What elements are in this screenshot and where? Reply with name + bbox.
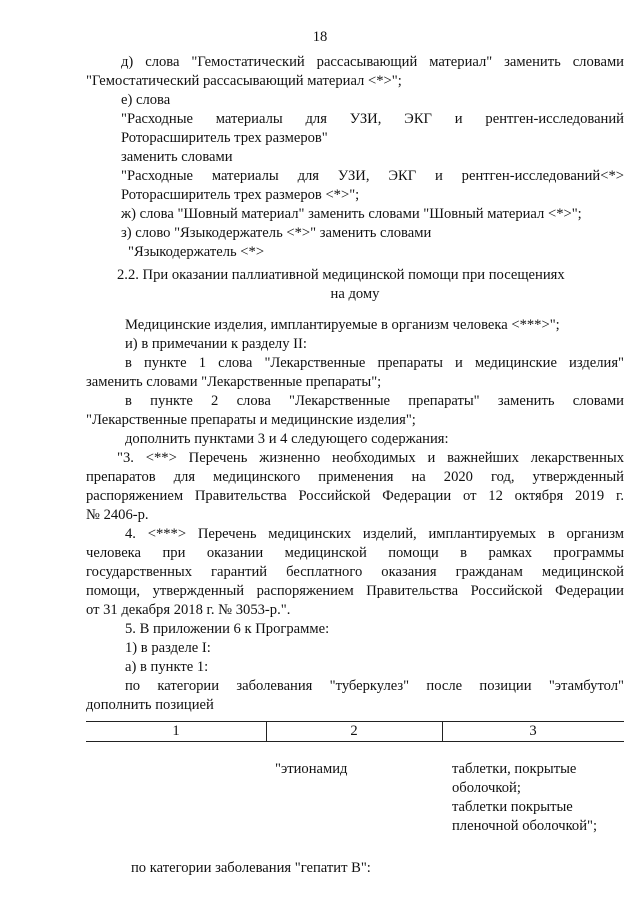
text-line: "3. <**> Перечень жизненно необходимых и важнейших лекарственных (117, 450, 624, 466)
table-drug-name: "этионамид (275, 761, 348, 777)
text-line: 5. В приложении 6 к Программе: (125, 621, 330, 637)
text-line: Роторасширитель трех размеров <*>"; (121, 187, 360, 203)
table-header-row (86, 721, 624, 742)
text-line: по категории заболевания "туберкулез" после позиции "этамбутол" (125, 678, 624, 694)
text-line: "Лекарственные препараты и медицинские изделия"; (86, 412, 416, 428)
text-line: Роторасширитель трех размеров" (121, 130, 328, 146)
text-line: дополнить пунктами 3 и 4 следующего содержания: (125, 431, 449, 447)
text-line: в пункте 1 слова "Лекарственные препараты и медицинские изделия" (125, 355, 624, 371)
text-line: дополнить позицией (86, 697, 214, 713)
text-line: заменить словами "Лекарственные препараты"; (86, 374, 382, 390)
text-line: от 31 декабря 2018 г. № 3053-р.". (86, 602, 291, 618)
text-line: помощи, утвержденный распоряжением Правительства Российской Федерации (86, 583, 624, 599)
section-heading-cont: на дому (330, 286, 380, 302)
text-line: препаратов для медицинского применения на 2020 год, утвержденный (86, 469, 624, 485)
text-line: 1) в разделе I: (125, 640, 211, 656)
text-line: № 2406-р. (86, 507, 149, 523)
text-line: ж) слова "Шовный материал" заменить словами "Шовный материал <*>"; (121, 206, 582, 222)
table-header-cell: 2 (350, 723, 358, 739)
text-line: и) в примечании к разделу II: (125, 336, 307, 352)
table-drug-form: таблетки, покрытые (452, 761, 577, 777)
table-drug-form: оболочкой; (452, 780, 521, 796)
text-line: Медицинские изделия, имплантируемые в организм человека <***>"; (125, 317, 560, 333)
table-header-cell: 1 (172, 723, 180, 739)
text-line: по категории заболевания "гепатит В": (131, 860, 371, 876)
text-line: человека при оказании медицинской помощи в рамках программы (86, 545, 624, 561)
text-line: "Расходные материалы для УЗИ, ЭКГ и рентген-исследований (121, 111, 624, 127)
text-line: в пункте 2 слова "Лекарственные препараты" заменить словами (125, 393, 624, 409)
text-line: 4. <***> Перечень медицинских изделий, имплантируемых в организм (125, 526, 624, 542)
text-line: "Гемостатический рассасывающий материал <*>"; (86, 73, 402, 89)
text-line: распоряжением Правительства Российской Федерации от 12 октября 2019 г. (86, 488, 624, 504)
page-number: 18 (312, 29, 328, 45)
text-line: "Расходные материалы для УЗИ, ЭКГ и рентген-исследований<*> (121, 168, 624, 184)
section-heading: 2.2. При оказании паллиативной медицинской помощи при посещениях (117, 267, 565, 283)
text-line: государственных гарантий бесплатного оказания гражданам медицинской (86, 564, 624, 580)
text-line: е) слова (121, 92, 171, 108)
text-line: а) в пункте 1: (125, 659, 209, 675)
text-line: з) слово "Языкодержатель <*>" заменить словами (121, 225, 432, 241)
text-line: заменить словами (121, 149, 233, 165)
table-drug-form: таблетки покрытые (452, 799, 573, 815)
text-line: "Языкодержатель <*> (128, 244, 265, 260)
table-header-cell: 3 (529, 723, 537, 739)
text-line: д) слова "Гемостатический рассасывающий материал" заменить словами (121, 54, 624, 70)
table-drug-form: пленочной оболочкой"; (452, 818, 598, 834)
